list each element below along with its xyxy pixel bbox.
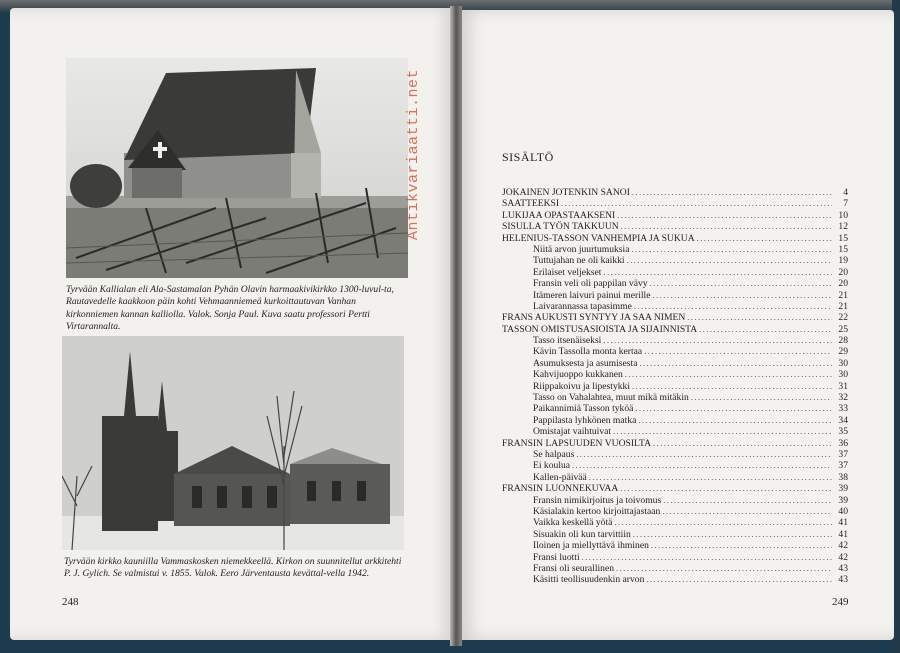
toc-entry	[502, 278, 848, 289]
toc-entry-title: SISULLA TYÖN TAKKUUN	[502, 221, 619, 233]
toc-dot-leader	[632, 381, 832, 392]
toc-dot-leader	[616, 563, 832, 574]
toc-entry-title: LUKIJAA OPASTAAKSENI	[502, 209, 616, 221]
toc-entry-title: Pappilasta lyhkönen matka	[533, 414, 637, 426]
toc-entry	[502, 517, 848, 528]
toc-entry-title: Se halpaus	[533, 448, 575, 460]
toc-entry-title: Fransi oli seurallinen	[533, 562, 614, 574]
toc-entry-title: Riippakoivu ja lipestykki	[533, 380, 630, 392]
toc-dot-leader	[617, 210, 832, 221]
toc-dot-leader	[651, 540, 832, 551]
toc-entry	[502, 221, 848, 232]
toc-entry-page: 25	[838, 323, 848, 335]
toc-dot-leader	[639, 358, 832, 369]
toc-entry-title: FRANSIN LUONNEKUVAA	[502, 483, 619, 495]
toc-entry	[502, 506, 848, 517]
toc-entry-title: Tasso on Vahalahtea, muut mikä mitäkin	[533, 392, 689, 404]
toc-dot-leader	[699, 324, 832, 335]
toc-entry-title: Tasso itsenäiseksi	[533, 335, 602, 347]
toc-entry-title: Sisuakin oli kun tarvittiin	[533, 528, 631, 540]
toc-dot-leader	[650, 278, 832, 289]
toc-entry	[502, 552, 848, 563]
toc-dot-leader	[697, 233, 832, 244]
toc-entry-title: Fransin veli oli pappilan vävy	[533, 278, 648, 290]
toc-entry	[502, 369, 848, 380]
toc-entry	[502, 312, 848, 323]
toc-entry-title: Kahvijuoppo kukkanen	[533, 369, 623, 381]
toc-entry-page: 20	[838, 278, 848, 290]
toc-dot-leader	[691, 392, 832, 403]
page-number-left: 248	[62, 596, 79, 608]
toc-entry	[502, 438, 848, 449]
toc-entry-page: 21	[838, 300, 848, 312]
toc-entry-page: 39	[838, 494, 848, 506]
toc-entry-page: 30	[838, 369, 848, 381]
toc-entry-page: 28	[838, 335, 848, 347]
toc-entry-page: 33	[838, 403, 848, 415]
toc-dot-leader	[561, 198, 832, 209]
toc-entry-page: 43	[838, 574, 848, 586]
toc-entry-title: Itämeren laivuri painui merille	[533, 289, 651, 301]
toc-dot-leader	[620, 483, 832, 494]
toc-dot-leader	[614, 517, 832, 528]
toc-entry	[502, 426, 848, 437]
toc-entry-title: Käsialakin kertoo kirjoittajastaan	[533, 505, 661, 517]
toc-dot-leader	[625, 369, 832, 380]
toc-entry-page: 39	[838, 483, 848, 495]
toc-entry-title: FRANS AUKUSTI SYNTYY JA SAA NIMEN	[502, 312, 686, 324]
toc-entry-page: 7	[843, 198, 848, 210]
toc-entry	[502, 472, 848, 483]
toc-dot-leader	[589, 472, 832, 483]
toc-entry-page: 37	[838, 460, 848, 472]
toc-entry	[502, 346, 848, 357]
toc-dot-leader	[572, 460, 832, 471]
toc-dot-leader	[603, 267, 832, 278]
toc-entry	[502, 267, 848, 278]
toc-entry-title: Tuttujahan ne oli kaikki	[533, 255, 625, 267]
toc-entry	[502, 449, 848, 460]
tyrvaa-church-photo	[62, 336, 404, 550]
toc-entry-page: 38	[838, 471, 848, 483]
toc-entry-title: Ei koulua	[533, 460, 571, 472]
toc-entry-page: 34	[838, 414, 848, 426]
toc-entry	[502, 381, 848, 392]
stone-church-photo	[66, 58, 408, 278]
toc-dot-leader	[576, 449, 832, 460]
toc-entry-title: JOKAINEN JOTENKIN SANOI	[502, 187, 630, 198]
toc-heading: SISÄLTÖ	[502, 150, 554, 164]
toc-entry	[502, 415, 848, 426]
toc-entry	[502, 529, 848, 540]
toc-entry-title: Kävin Tassolla monta kertaa	[533, 346, 643, 358]
toc-entry-title: Iloinen ja miellyttävä ihminen	[533, 540, 649, 552]
toc-entry-page: 19	[838, 255, 848, 267]
toc-entry-page: 31	[838, 380, 848, 392]
toc-entry-title: Erilaiset veljekset	[533, 266, 602, 278]
toc-dot-leader	[663, 495, 832, 506]
toc-dot-leader	[635, 403, 832, 414]
toc-entry-page: 15	[838, 243, 848, 255]
toc-dot-leader	[621, 221, 832, 232]
stone-church-caption: Tyrvään Kallialan eli Ala-Sastamalan Pyhän Olavin harmaakivikirkko 1300-luvul-ta, Rautavedelle kaakkoon päin kohti Vehmaanniemeä kurkoittautuvan Vanhan kirkonniemen kannan kalliolla. Valok. Sonja Paul. Kuva saatu professori Pertti Virtarannalta.	[66, 284, 394, 332]
toc-entry-page: 37	[838, 448, 848, 460]
toc-entry-title: Käsitti teollisuudenkin arvon	[533, 574, 645, 586]
toc-entry-title: Kallen-päivää	[533, 471, 587, 483]
toc-entry-title: SAATTEEKSI	[502, 198, 560, 210]
toc-entry-page: 4	[843, 187, 848, 198]
toc-entry	[502, 324, 848, 335]
watermark: Antikvariaatti.net	[405, 68, 422, 240]
toc-entry-page: 21	[838, 289, 848, 301]
toc-entry	[502, 483, 848, 494]
toc-dot-leader	[633, 529, 832, 540]
toc-entry-page: 10	[838, 209, 848, 221]
toc-entry-title: Fransi luotti	[533, 551, 580, 563]
toc-dot-leader	[644, 346, 832, 357]
toc-entry-title: Vaikka keskellä yötä	[533, 517, 613, 529]
toc-dot-leader	[662, 506, 832, 517]
toc-entry-title: Laivarannassa tapasimme	[533, 300, 632, 312]
toc-dot-leader	[627, 255, 832, 266]
toc-dot-leader	[653, 438, 832, 449]
toc-dot-leader	[631, 244, 832, 255]
toc-entry-page: 40	[838, 505, 848, 517]
toc-entry-page: 12	[838, 221, 848, 233]
toc-dot-leader	[582, 552, 832, 563]
toc-entry-page: 41	[838, 528, 848, 540]
toc-entry-title: TASSON OMISTUSASIOISTA JA SIJAINNISTA	[502, 323, 698, 335]
toc-entry-page: 42	[838, 540, 848, 552]
toc-entry-title: Fransin nimikirjoitus ja toivomus	[533, 494, 662, 506]
toc-entry-title: HELENIUS-TASSON VANHEMPIA JA SUKUA	[502, 232, 695, 244]
toc-entry	[502, 540, 848, 551]
toc-dot-leader	[687, 312, 832, 323]
toc-dot-leader	[603, 335, 832, 346]
toc-entry-page: 30	[838, 357, 848, 369]
toc-entry-page: 36	[838, 437, 848, 449]
toc-entry-page: 35	[838, 426, 848, 438]
tyrvaa-church-caption: Tyrvään kirkko kauniilla Vammaskosken niemekkeellä. Kirkon on suunnitellut arkkitehti P. J. Gylich. Se valmistui v. 1855. Valok. Eero Järventausta kevättal-vella 1942.	[64, 556, 402, 580]
page-number-right: 249	[832, 596, 849, 608]
toc-dot-leader	[613, 426, 832, 437]
toc-entry	[502, 358, 848, 369]
toc-dot-leader	[634, 301, 832, 312]
toc-dot-leader	[646, 574, 832, 585]
toc-entry	[502, 392, 848, 403]
toc-entry	[502, 187, 848, 198]
toc-dot-leader	[632, 187, 832, 198]
toc-entry	[502, 233, 848, 244]
toc-entry	[502, 244, 848, 255]
toc-entry	[502, 460, 848, 471]
toc-entry-page: 41	[838, 517, 848, 529]
toc-entry-page: 29	[838, 346, 848, 358]
toc-entry	[502, 495, 848, 506]
toc-entry	[502, 210, 848, 221]
book-gutter	[450, 6, 462, 646]
toc-entry	[502, 574, 848, 585]
toc-entry	[502, 301, 848, 312]
toc-entry-title: Omistajat vaihtuivat	[533, 426, 612, 438]
toc-entry	[502, 198, 848, 209]
toc-entry-page: 43	[838, 562, 848, 574]
toc-entry	[502, 255, 848, 266]
toc-entry-page: 15	[838, 232, 848, 244]
toc-dot-leader	[638, 415, 832, 426]
toc-dot-leader	[652, 290, 832, 301]
toc-entry-title: Asumuksesta ja asumisesta	[533, 357, 638, 369]
toc-entry	[502, 403, 848, 414]
toc-entry-page: 20	[838, 266, 848, 278]
toc-entry-title: Paikannimiä Tasson tyköä	[533, 403, 634, 415]
table-of-contents	[502, 187, 848, 586]
toc-entry-title: Niitä arvon juurtumuksia	[533, 243, 630, 255]
toc-entry-title: FRANSIN LAPSUUDEN VUOSILTA	[502, 437, 652, 449]
toc-entry	[502, 563, 848, 574]
toc-entry-page: 42	[838, 551, 848, 563]
toc-entry	[502, 290, 848, 301]
toc-entry-page: 22	[838, 312, 848, 324]
toc-entry	[502, 335, 848, 346]
toc-entry-page: 32	[838, 392, 848, 404]
